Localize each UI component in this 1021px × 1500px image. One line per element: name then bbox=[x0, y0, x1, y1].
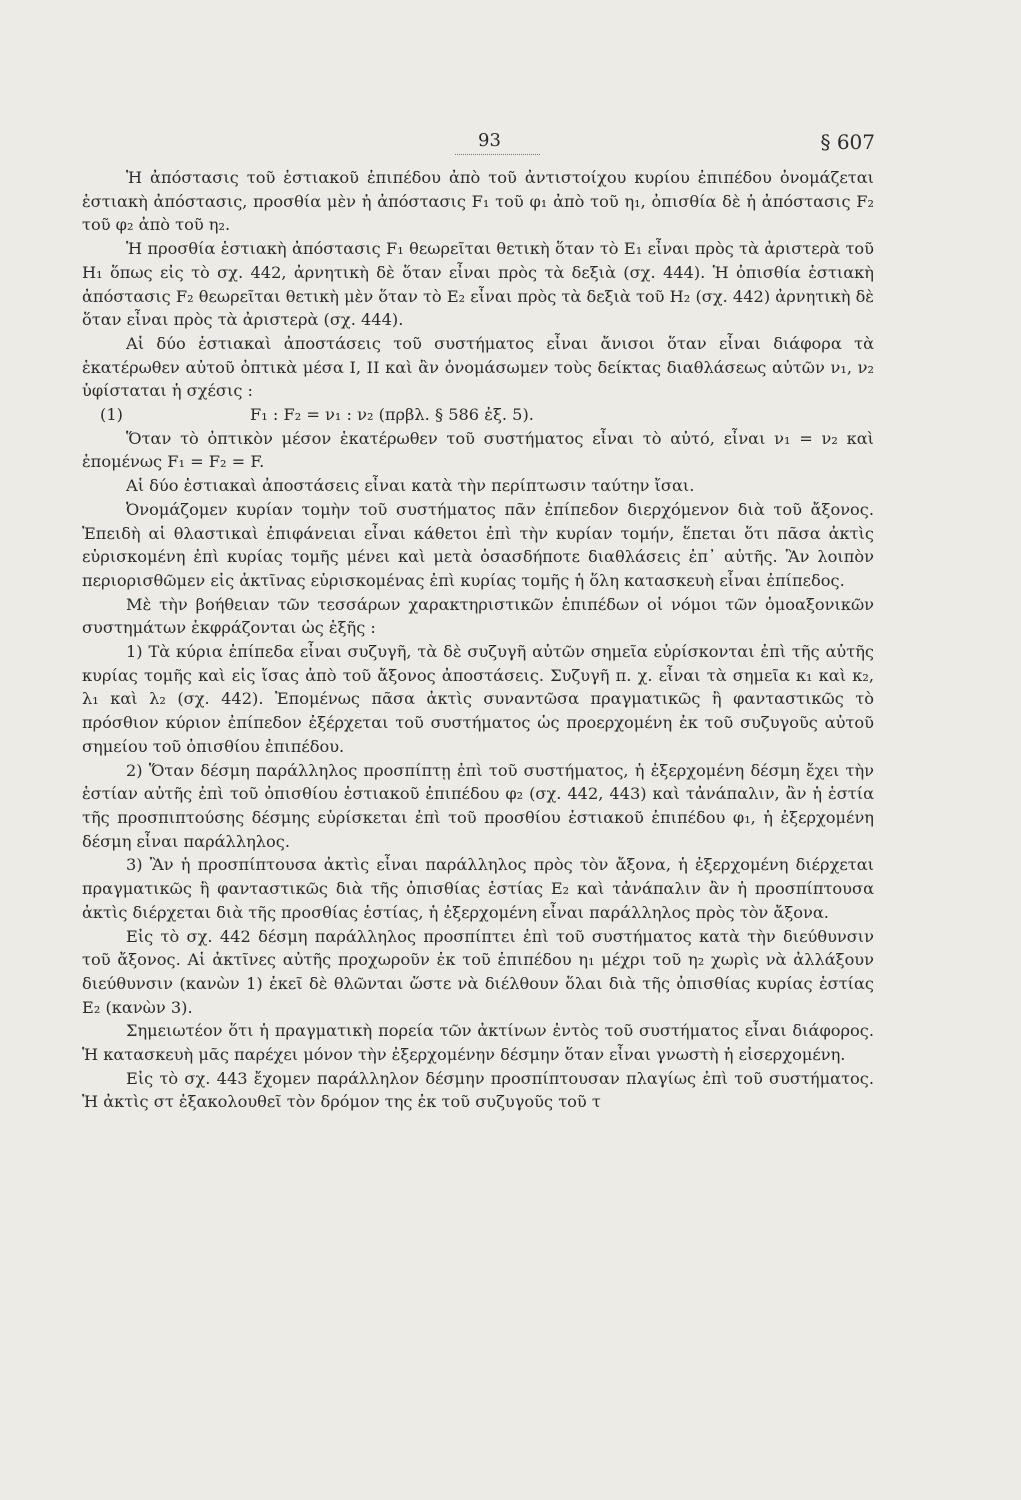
paragraph: Εἰς τὸ σχ. 442 δέσμη παράλληλος προσπίπτει ἐπὶ τοῦ συστήματος κατὰ τὴν διεύθυνσιν τοῦ ἄξονος. Αἱ ἀκτῖνες αὐτῆς προχωροῦν ἐκ τοῦ ἐπιπέδου η₁ μέχρι τοῦ η₂ χωρὶς νὰ ἀλλάξουν διεύθυνσιν (κανὼν 1) ἐκεῖ δὲ θλῶνται ὥστε νὰ διέλθουν ὅλαι διὰ τῆς ὀπισθίας κυρίας ἑστίας E₂ (κανὼν 3). bbox=[82, 926, 874, 1017]
rule-2-paragraph: 2) Ὅταν δέσμη παράλληλος προσπίπτῃ ἐπὶ τοῦ συστήματος, ἡ ἐξερχομένη δέσμη ἔχει τὴν ἑστίαν αὐτῆς ἐπὶ τοῦ ὀπισθίου ἑστιακοῦ ἐπιπέδου φ₂ (σχ. 442, 443) καὶ τἀνάπαλιν, ἂν ἡ ἑστία τῆς προσπιπτούσης δέσμης εὑρίσκεται ἐπὶ τοῦ προσθίου ἑστιακοῦ ἐπιπέδου φ₁, ἡ ἐξερχομένη δέσμη εἶναι παράλληλος. bbox=[82, 760, 874, 851]
header-rule bbox=[455, 154, 540, 155]
paragraph: Ἡ προσθία ἑστιακὴ ἀπόστασις F₁ θεωρεῖται θετικὴ ὅταν τὸ E₁ εἶναι πρὸς τὰ ἀριστερὰ τοῦ H₁ ὅπως εἰς τὸ σχ. 442, ἀρνητικὴ δὲ ὅταν εἶναι πρὸς τὰ δεξιὰ (σχ. 444). Ἡ ὀπισθία ἑστιακὴ ἀπόστασις F₂ θεωρεῖται θετικὴ μὲν ὅταν τὸ E₂ εἶναι πρὸς τὰ δεξιὰ τοῦ H₂ (σχ. 442) ἀρνητικὴ δὲ ὅταν εἶναι πρὸς τὰ ἀριστερὰ (σχ. 444). bbox=[82, 239, 874, 330]
paragraph: Ὀνομάζομεν κυρίαν τομὴν τοῦ συστήματος πᾶν ἐπίπεδον διερχόμενον διὰ τοῦ ἄξονος. Ἐπειδὴ αἱ θλαστικαὶ ἐπιφάνειαι εἶναι κάθετοι ἐπὶ τὴν κυρίαν τομήν, ἕπεται ὅτι πᾶσα ἀκτὶς εὑρισκομένη ἐπὶ κυρίας τομῆς μένει καὶ μετὰ ὁσασδήποτε διαθλάσεις ἐπ᾽ αὐτῆς. Ἂν λοιπὸν περιορισθῶμεν εἰς ἀκτῖνας εὑρισκομένας ἐπὶ κυρίας τομῆς ἡ ὅλη κατασκευὴ εἶναι ἐπίπεδος. bbox=[82, 499, 874, 590]
paragraph: Ἡ ἀπόστασις τοῦ ἑστιακοῦ ἐπιπέδου ἀπὸ τοῦ ἀντιστοίχου κυρίου ἐπιπέδου ὀνομάζεται ἑστιακὴ ἀπόστασις, προσθία μὲν ἡ ἀπόστασις F₁ τοῦ φ₁ ἀπὸ τοῦ η₁, ὀπισθία δὲ ἡ ἀπόστασις F₂ τοῦ φ₂ ἀπὸ τοῦ η₂. bbox=[82, 168, 874, 235]
section-number: § 607 bbox=[820, 130, 875, 154]
paragraph: Αἱ δύο ἑστιακαὶ ἀποστάσεις τοῦ συστήματος εἶναι ἄνισοι ὅταν εἶναι διάφορα τὰ ἑκατέρωθεν αὐτοῦ ὀπτικὰ μέσα I, II καὶ ἂν ὀνομάσωμεν τοὺς δείκτας διαθλάσεως αὐτῶν ν₁, ν₂ ὑφίσταται ἡ σχέσις : bbox=[82, 333, 874, 401]
paragraph: Μὲ τὴν βοήθειαν τῶν τεσσάρων χαρακτηριστικῶν ἐπιπέδων οἱ νόμοι τῶν ὁμοαξονικῶν συστημάτων ἐκφράζονται ὡς ἑξῆς : bbox=[82, 594, 874, 638]
equation-text: F₁ : F₂ = ν₁ : ν₂ (πρβλ. § 586 ἐξ. 5). bbox=[250, 405, 534, 425]
page-number: 93 bbox=[478, 130, 501, 151]
paragraph: Εἰς τὸ σχ. 443 ἔχομεν παράλληλον δέσμην προσπίπτουσαν πλαγίως ἐπὶ τοῦ συστήματος. Ἡ ἀκτὶς στ ἐξακολουθεῖ τὸν δρόμον της ἐκ τοῦ συζυγοῦς τοῦ τ bbox=[82, 1068, 874, 1112]
equation-1 bbox=[82, 403, 874, 427]
page-body bbox=[82, 166, 874, 1114]
rule-1-paragraph: 1) Τὰ κύρια ἐπίπεδα εἶναι συζυγῆ, τὰ δὲ συζυγῆ αὐτῶν σημεῖα εὑρίσκονται ἐπὶ τῆς αὐτῆς κυρίας τομῆς καὶ εἰς ἴσας ἀπὸ τοῦ ἄξονος ἀποστάσεις. Συζυγῆ π. χ. εἶναι τὰ σημεῖα κ₁ καὶ κ₂, λ₁ καὶ λ₂ (σχ. 442). Ἑπομένως πᾶσα ἀκτὶς συναντῶσα πραγματικῶς ἢ φανταστικῶς τὸ πρόσθιον κύριον ἐπίπεδον ἐξέρχεται τοῦ συστήματος ὡς προερχομένη ἐκ τοῦ συζυγοῦς αὐτοῦ σημείου τοῦ ὀπισθίου ἐπιπέδου. bbox=[82, 642, 874, 756]
page-header bbox=[0, 130, 1021, 170]
equation-number: (1) bbox=[100, 405, 123, 425]
rule-3-paragraph: 3) Ἂν ἡ προσπίπτουσα ἀκτὶς εἶναι παράλληλος πρὸς τὸν ἄξονα, ἡ ἐξερχομένη διέρχεται πραγματικῶς ἢ φανταστικῶς διὰ τῆς ὀπισθίας ἑστίας E₂ καὶ τἀνάπαλιν ἂν ἡ προσπίπτουσα ἀκτὶς διέρχεται διὰ τῆς προσθίας ἑστίας, ἡ ἐξερχομένη εἶναι παράλληλος πρὸς τὸν ἄξονα. bbox=[82, 855, 874, 922]
paragraph: Αἱ δύο ἑστιακαὶ ἀποστάσεις εἶναι κατὰ τὴν περίπτωσιν ταύτην ἴσαι. bbox=[126, 476, 695, 496]
paragraph: Ὅταν τὸ ὀπτικὸν μέσον ἑκατέρωθεν τοῦ συστήματος εἶναι τὸ αὐτό, εἶναι ν₁ = ν₂ καὶ ἑπομένως F₁ = F₂ = F. bbox=[82, 428, 874, 472]
paragraph: Σημειωτέον ὅτι ἡ πραγματικὴ πορεία τῶν ἀκτίνων ἐντὸς τοῦ συστήματος εἶναι διάφορος. Ἡ κατασκευὴ μᾶς παρέχει μόνον τὴν ἐξερχομένην δέσμην ὅταν εἶναι γνωστὴ ἡ εἰσερχομένη. bbox=[82, 1021, 874, 1065]
